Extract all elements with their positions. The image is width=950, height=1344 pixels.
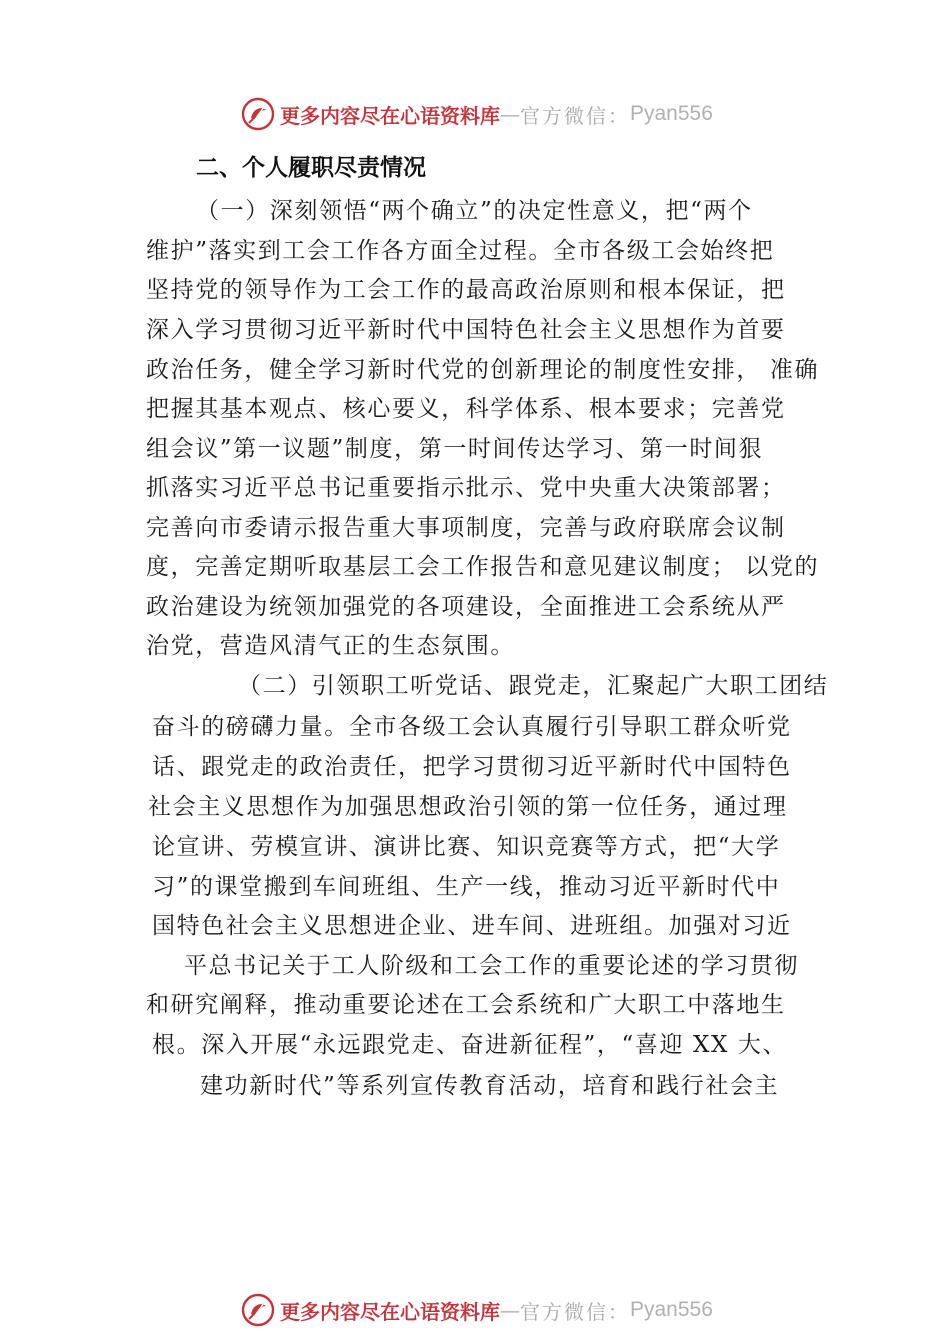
watermark-wechat-label: 官方微信： <box>520 103 630 128</box>
text-line: 度，完善定期听取基层工会工作报告和意见建议制度； 以党的 <box>146 554 820 580</box>
text-line: 完善向市委请示报告重大事项制度，完善与政府联席会议制 <box>146 515 786 541</box>
text-line: 治党，营造风清气正的生态氛围。 <box>146 633 515 659</box>
text-line: 社会主义思想作为加强思想政治引领的第一位任务，通过理 <box>148 794 788 820</box>
watermark-separator: — <box>500 102 520 126</box>
text-line: 根。深入开展“永远跟党走、奋进新征程”，“喜迎 XX 大、 <box>152 1032 788 1058</box>
section-heading: 二、个人履职尽责情况 <box>196 155 426 181</box>
text-line: 论宣讲、劳模宣讲、演讲比赛、知识竞赛等方式，把“大学 <box>152 834 781 860</box>
text-line: 深入学习贯彻习近平新时代中国特色社会主义思想作为首要 <box>146 317 786 343</box>
watermark-main-text: 更多内容尽在心语资料库 <box>280 103 500 128</box>
watermark-main-text: 更多内容尽在心语资料库 <box>280 1299 500 1324</box>
brand-logo-icon <box>240 96 276 132</box>
text-line: 平总书记关于工人阶级和工会工作的重要论述的学习贯彻 <box>184 953 799 979</box>
text-line: 奋斗的磅礴力量。全市各级工会认真履行引导职工群众听党 <box>152 714 792 740</box>
text-line: 政治任务，健全学习新时代党的创新理论的制度性安排， 准确 <box>146 357 820 383</box>
text-line: 把握其基本观点、核心要义，科学体系、根本要求；完善党 <box>146 396 786 422</box>
watermark-wechat-label: 官方微信： <box>520 1299 630 1324</box>
text-line: 和研究阐释，推动重要论述在工会系统和广大职工中落地生 <box>146 992 786 1018</box>
text-line: 维护”落实到工会工作各方面全过程。全市各级工会始终把 <box>146 238 775 264</box>
text-line: 坚持党的领导作为工会工作的最高政治原则和根本保证，把 <box>146 277 786 303</box>
watermark-wechat-id: Pyan556 <box>630 102 713 125</box>
text-line: （一）深刻领悟“两个确立”的决定性意义，把“两个 <box>196 198 753 224</box>
watermark-wechat-id: Pyan556 <box>630 1298 713 1321</box>
brand-logo-icon <box>240 1292 276 1328</box>
text-line: （二）引领职工听党话、跟党走，汇聚起广大职工团结 <box>238 673 829 699</box>
text-line: 习”的课堂搬到车间班组、生产一线，推动习近平新时代中 <box>152 874 781 900</box>
watermark-separator: — <box>500 1298 520 1322</box>
text-line: 国特色社会主义思想进企业、进车间、进班组。加强对习近 <box>152 913 792 939</box>
text-line: 政治建设为统领加强党的各项建设，全面推进工会系统从严 <box>146 594 786 620</box>
watermark-footer <box>240 1290 760 1330</box>
text-line: 组会议”第一议题”制度，第一时间传达学习、第一时间狠 <box>146 436 764 462</box>
text-line: 抓落实习近平总书记重要指示批示、党中央重大决策部署； <box>146 475 786 501</box>
text-line: 话、跟党走的政治责任，把学习贯彻习近平新时代中国特色 <box>152 754 792 780</box>
text-line: 建功新时代”等系列宣传教育活动，培育和践行社会主 <box>200 1073 780 1099</box>
watermark-header <box>240 94 760 134</box>
